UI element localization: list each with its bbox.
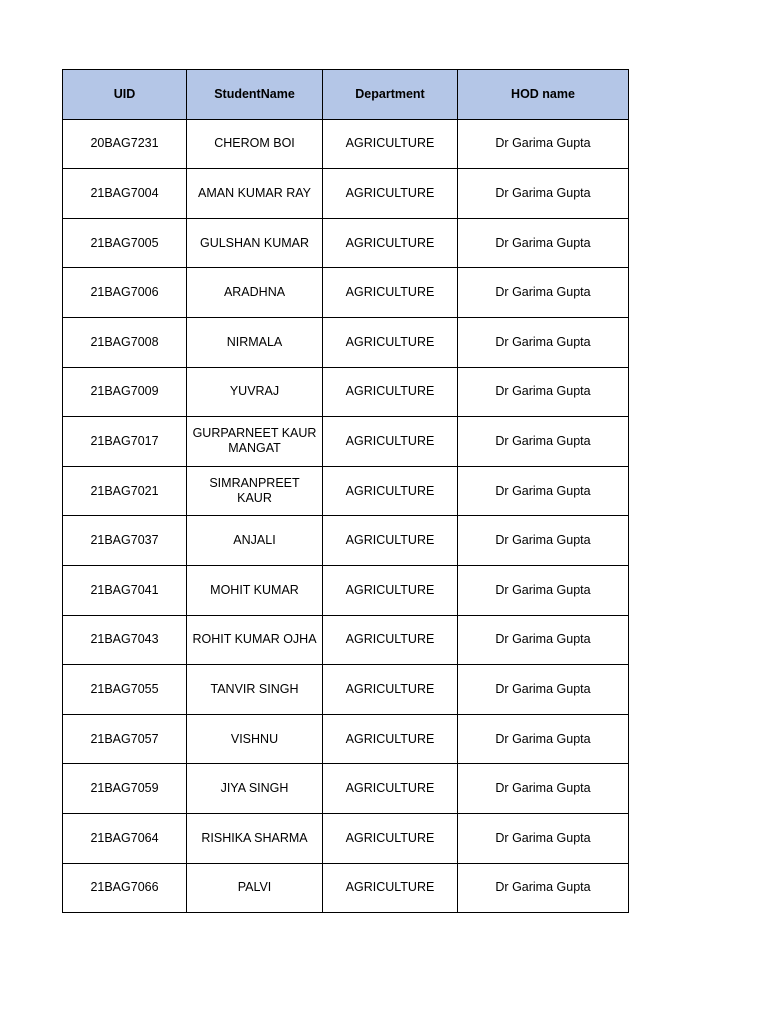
student-table (62, 69, 629, 913)
department-cell: AGRICULTURE (323, 665, 458, 715)
student-name-cell: YUVRAJ (187, 367, 323, 417)
uid-cell: 21BAG7005 (63, 218, 187, 268)
hod-name-cell: Dr Garima Gupta (458, 268, 629, 318)
uid-cell: 21BAG7064 (63, 813, 187, 863)
department-cell: AGRICULTURE (323, 516, 458, 566)
student-name-cell: CHEROM BOI (187, 119, 323, 169)
uid-cell: 21BAG7037 (63, 516, 187, 566)
table-row (63, 466, 629, 516)
table-row (63, 119, 629, 169)
hod-name-cell: Dr Garima Gupta (458, 169, 629, 219)
header-row (63, 70, 629, 120)
hod-name-cell: Dr Garima Gupta (458, 367, 629, 417)
table-row (63, 169, 629, 219)
student-name-cell: GULSHAN KUMAR (187, 218, 323, 268)
department-cell: AGRICULTURE (323, 268, 458, 318)
uid-cell: 21BAG7043 (63, 615, 187, 665)
hod-name-cell: Dr Garima Gupta (458, 516, 629, 566)
student-name-cell: ARADHNA (187, 268, 323, 318)
table-row (63, 268, 629, 318)
department-cell: AGRICULTURE (323, 714, 458, 764)
header-uid: UID (63, 70, 187, 120)
department-cell: AGRICULTURE (323, 863, 458, 913)
student-name-cell: RISHIKA SHARMA (187, 813, 323, 863)
header-hod-name: HOD name (458, 70, 629, 120)
table-row (63, 565, 629, 615)
table-row (63, 764, 629, 814)
uid-cell: 21BAG7009 (63, 367, 187, 417)
student-name-cell: TANVIR SINGH (187, 665, 323, 715)
student-name-cell: NIRMALA (187, 317, 323, 367)
table-row (63, 417, 629, 467)
uid-cell: 21BAG7021 (63, 466, 187, 516)
department-cell: AGRICULTURE (323, 813, 458, 863)
student-name-cell: MOHIT KUMAR (187, 565, 323, 615)
uid-cell: 21BAG7055 (63, 665, 187, 715)
table-header (63, 70, 629, 120)
header-student-name: StudentName (187, 70, 323, 120)
student-name-cell: PALVI (187, 863, 323, 913)
student-name-cell: SIMRANPREET KAUR (187, 466, 323, 516)
table-row (63, 317, 629, 367)
uid-cell: 21BAG7008 (63, 317, 187, 367)
hod-name-cell: Dr Garima Gupta (458, 565, 629, 615)
department-cell: AGRICULTURE (323, 466, 458, 516)
table-row (63, 714, 629, 764)
department-cell: AGRICULTURE (323, 764, 458, 814)
student-name-cell: ANJALI (187, 516, 323, 566)
table-row (63, 516, 629, 566)
department-cell: AGRICULTURE (323, 565, 458, 615)
uid-cell: 21BAG7059 (63, 764, 187, 814)
uid-cell: 21BAG7066 (63, 863, 187, 913)
uid-cell: 21BAG7004 (63, 169, 187, 219)
uid-cell: 20BAG7231 (63, 119, 187, 169)
table-body (63, 119, 629, 913)
department-cell: AGRICULTURE (323, 119, 458, 169)
department-cell: AGRICULTURE (323, 169, 458, 219)
hod-name-cell: Dr Garima Gupta (458, 417, 629, 467)
hod-name-cell: Dr Garima Gupta (458, 764, 629, 814)
department-cell: AGRICULTURE (323, 317, 458, 367)
student-name-cell: JIYA SINGH (187, 764, 323, 814)
department-cell: AGRICULTURE (323, 367, 458, 417)
student-name-cell: GURPARNEET KAUR MANGAT (187, 417, 323, 467)
hod-name-cell: Dr Garima Gupta (458, 218, 629, 268)
hod-name-cell: Dr Garima Gupta (458, 714, 629, 764)
department-cell: AGRICULTURE (323, 218, 458, 268)
student-name-cell: AMAN KUMAR RAY (187, 169, 323, 219)
student-name-cell: ROHIT KUMAR OJHA (187, 615, 323, 665)
hod-name-cell: Dr Garima Gupta (458, 119, 629, 169)
hod-name-cell: Dr Garima Gupta (458, 466, 629, 516)
hod-name-cell: Dr Garima Gupta (458, 615, 629, 665)
table-row (63, 615, 629, 665)
department-cell: AGRICULTURE (323, 615, 458, 665)
table-row (63, 813, 629, 863)
department-cell: AGRICULTURE (323, 417, 458, 467)
hod-name-cell: Dr Garima Gupta (458, 665, 629, 715)
uid-cell: 21BAG7057 (63, 714, 187, 764)
uid-cell: 21BAG7006 (63, 268, 187, 318)
student-name-cell: VISHNU (187, 714, 323, 764)
hod-name-cell: Dr Garima Gupta (458, 317, 629, 367)
table-row (63, 367, 629, 417)
table-row (63, 218, 629, 268)
uid-cell: 21BAG7041 (63, 565, 187, 615)
hod-name-cell: Dr Garima Gupta (458, 863, 629, 913)
table-row (63, 863, 629, 913)
table-row (63, 665, 629, 715)
header-department: Department (323, 70, 458, 120)
uid-cell: 21BAG7017 (63, 417, 187, 467)
hod-name-cell: Dr Garima Gupta (458, 813, 629, 863)
